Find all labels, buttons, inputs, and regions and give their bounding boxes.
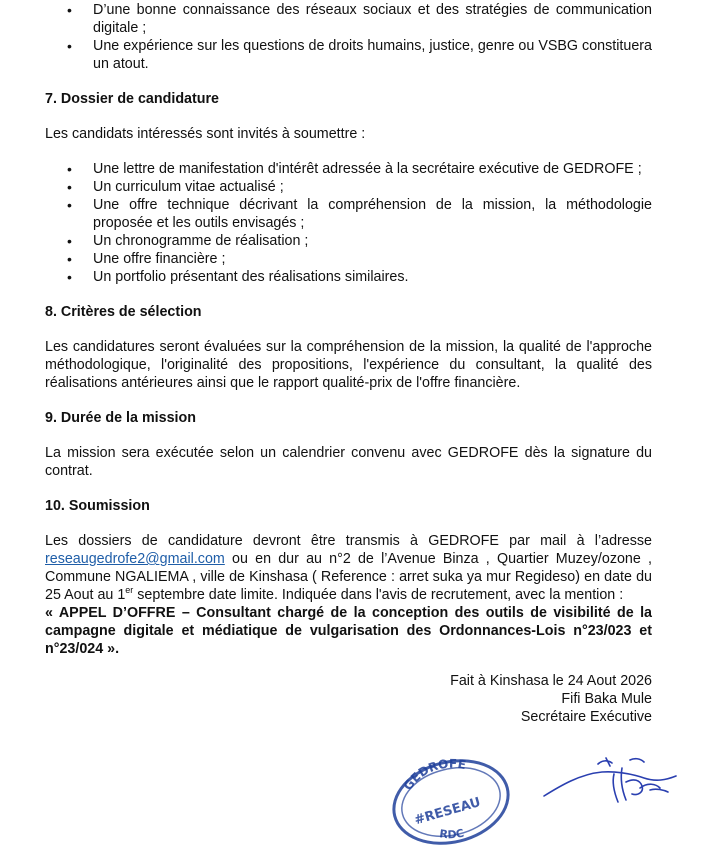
intro-bullet-list [45,1,652,73]
svg-text:RDC [439,827,465,842]
place-date: Fait à Kinshasa le 24 Aout 2026 [450,673,652,689]
list-item: • Un portfolio présentant des réalisations similaires. [45,268,652,286]
section-7-intro: Les candidats intéressés sont invités à soumettre : [45,126,366,142]
section-10-heading: 10. Soumission [45,498,150,514]
section-10-text [45,532,652,604]
submission-text-part1: Les dossiers de candidature devront être transmis à GEDROFE par mail à l’adresse [45,533,652,549]
closing-block [45,672,652,726]
list-item: • Une offre technique décrivant la compréhension de la mission, la méthodologie proposée et les outils envisagés ; [45,196,652,232]
submission-text-part2: ou en dur au n°2 de l’Avenue Binza , Quartier Muzey/ozone , Commune NGALIEMA , ville de Kinshasa ( Reference : arret suka ya mur Regideso) en date du 25 Aout au 1 [45,551,652,603]
ordinal-suffix: er [125,585,134,596]
list-item: • Une lettre de manifestation d'intérêt adressée à la secrétaire exécutive de GEDROFE ; [45,160,652,178]
list-item: • Un chronogramme de réalisation ; [45,232,652,250]
list-item: • Une offre financière ; [45,250,652,268]
submission-text-part3: septembre date limite. Indiquée dans l'avis de recrutement, avec la mention : [133,587,624,603]
section-8-heading: 8. Critères de sélection [45,304,202,320]
list-item: • Une expérience sur les questions de droits humains, justice, genre ou VSBG constituera un atout. [45,37,652,73]
signatory-role: Secrétaire Exécutive [520,709,652,725]
list-item: • Un curriculum vitae actualisé ; [45,178,652,196]
list-item: • D’une bonne connaissance des réseaux sociaux et des stratégies de communication digitale ; [45,1,652,37]
section-8-text: Les candidatures seront évaluées sur la compréhension de la mission, la qualité de l'approche méthodologique, l'originalité des propositions, l'expérience du consultant, la qualité des réalisations antérieures ainsi que le rapport qualité-prix de l'offre financière. [45,339,652,391]
handwritten-signature [540,752,680,808]
svg-text:GEDROFE [401,757,467,793]
section-9-heading: 9. Durée de la mission [45,410,196,426]
section-7-list [45,160,652,286]
section-9-text: La mission sera exécutée selon un calendrier convenu avec GEDROFE dès la signature du contrat. [45,445,652,479]
document-page [45,0,652,726]
organization-stamp [388,756,514,846]
stamp-top-text: GEDROFE [400,756,468,793]
signatory-name: Fifi Baka Mule [561,691,652,707]
stamp-bottom-text: RDC [438,826,466,842]
offer-mention: « APPEL D’OFFRE – Consultant chargé de la conception des outils de visibilité de la campagne digitale et médiatique de vulgarisation des Ordonnances-Lois n°23/023 et n°23/024 ». [45,605,652,657]
stamp-middle-text: #RESEAU [412,795,483,829]
email-link[interactable]: reseaugedrofe2@gmail.com [45,551,225,567]
section-7-heading: 7. Dossier de candidature [45,91,220,107]
